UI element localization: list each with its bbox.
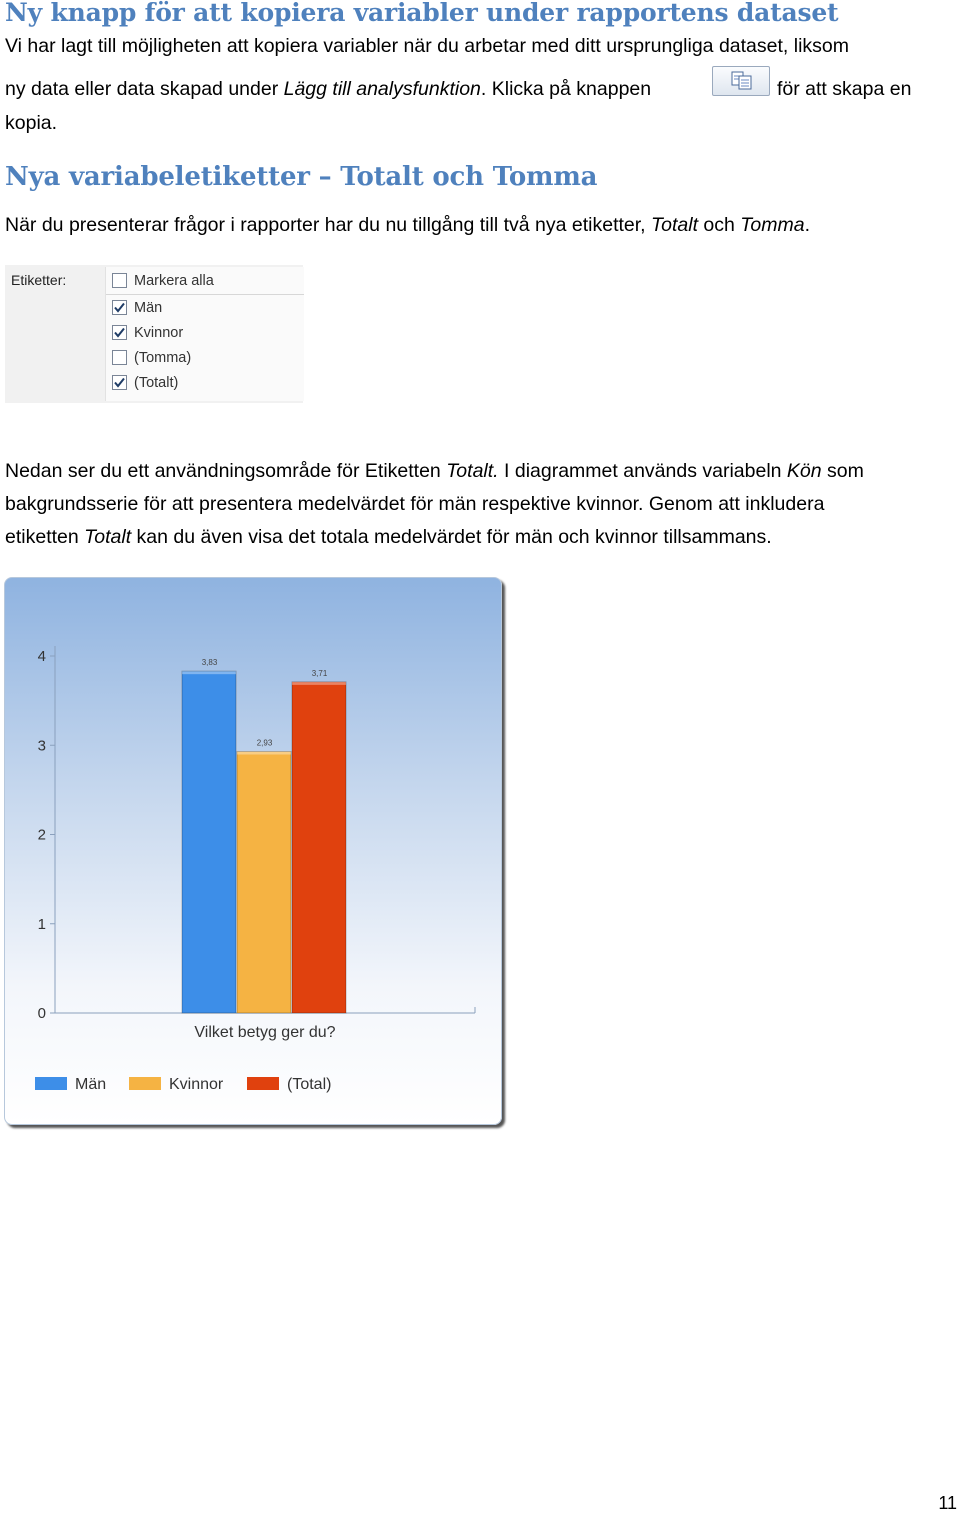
data-label: 2,93: [256, 738, 273, 748]
legend-label: (Total): [287, 1076, 332, 1093]
text-run: som: [821, 460, 864, 482]
text-run: och: [698, 214, 741, 236]
bar-highlight: [237, 751, 291, 754]
data-label: 3,83: [201, 658, 218, 668]
emphasis-text: Lägg till analysfunktion: [283, 78, 481, 100]
emphasis-text: Totalt.: [446, 460, 499, 482]
bar-1: [182, 671, 236, 1013]
checkmark-icon: [113, 376, 126, 389]
label-option-text: (Totalt): [134, 375, 179, 391]
checkmark-icon: [113, 301, 126, 314]
paragraph-line: [5, 526, 772, 549]
emphasis-text: Tomma: [740, 214, 805, 236]
y-tick-label: 0: [37, 1005, 46, 1022]
y-tick-label: 3: [37, 737, 46, 755]
bar-highlight: [182, 671, 236, 674]
legend-swatch: [129, 1077, 161, 1090]
labels-panel: [5, 265, 303, 403]
checkbox[interactable]: [112, 325, 127, 340]
paragraph-line: kopia.: [5, 112, 58, 134]
checkbox[interactable]: [112, 273, 127, 288]
text-run: .: [804, 214, 811, 236]
checkmark-icon: [113, 326, 126, 339]
x-axis-label: Vilket betyg ger du?: [194, 1024, 336, 1041]
bar-2: [237, 751, 291, 1013]
copy-icon: [730, 71, 754, 91]
label-option-kvinnor[interactable]: [106, 321, 304, 346]
text-run: etiketten: [5, 526, 85, 548]
emphasis-text: Totalt: [651, 214, 698, 236]
paragraph-line: bakgrundsserie för att presentera medelvärdet för män respektive kvinnor. Genom att inkludera: [5, 493, 825, 515]
legend-label: Män: [75, 1076, 107, 1093]
copy-variable-button[interactable]: [712, 66, 770, 96]
text-run: kan du även visa det totala medelvärdet för män och kvinnor tillsammans.: [131, 526, 772, 548]
bar-highlight: [292, 682, 346, 685]
labels-title: Etiketter:: [11, 272, 67, 288]
data-label: 3,71: [311, 668, 328, 678]
labels-list: [105, 267, 304, 401]
legend-swatch: [35, 1077, 67, 1090]
label-option-text: Män: [134, 300, 163, 316]
label-option-text: (Tomma): [134, 350, 192, 366]
bar-3: [292, 682, 346, 1013]
text-run: Nedan ser du ett användningsområde för Etiketten: [5, 460, 447, 482]
text-run: I diagrammet används variabeln: [498, 460, 787, 482]
label-option-text: Markera alla: [134, 273, 214, 289]
text-run: När du presenterar frågor i rapporter har du nu tillgång till två nya etiketter,: [5, 214, 652, 236]
label-option-man[interactable]: [106, 296, 304, 321]
checkbox[interactable]: [112, 375, 127, 390]
emphasis-text: Totalt: [84, 526, 132, 548]
checkbox[interactable]: [112, 300, 127, 315]
chart-canvas: [5, 578, 501, 1124]
emphasis-text: Kön: [786, 460, 822, 482]
section-heading-copy-button: Ny knapp för att kopiera variabler under rapportens dataset: [5, 0, 839, 27]
y-tick-label: 1: [37, 915, 46, 933]
legend-swatch: [247, 1077, 279, 1090]
legend-label: Kvinnor: [169, 1076, 224, 1093]
paragraph-line: för att skapa en: [777, 78, 912, 100]
section-heading-new-labels: Nya variabeletiketter – Totalt och Tomma: [5, 162, 598, 192]
paragraph-line: [5, 78, 651, 101]
label-option-text: Kvinnor: [134, 325, 184, 341]
text-run: ny data eller data skapad under: [5, 78, 284, 100]
label-option-totalt[interactable]: [106, 371, 304, 396]
label-option-select-all[interactable]: [106, 269, 304, 295]
label-option-tomma[interactable]: [106, 346, 304, 371]
y-tick-label: 2: [37, 826, 46, 844]
text-run: . Klicka på knappen: [480, 78, 652, 100]
paragraph-line: [5, 214, 810, 237]
paragraph-line: Vi har lagt till möjligheten att kopiera variabler när du arbetar med ditt ursprungliga dataset, liksom: [5, 35, 849, 57]
bar-chart: [4, 577, 502, 1125]
checkbox[interactable]: [112, 350, 127, 365]
y-tick-label: 4: [37, 648, 46, 665]
page-number: 11: [938, 1493, 957, 1513]
paragraph-line: [5, 460, 864, 483]
